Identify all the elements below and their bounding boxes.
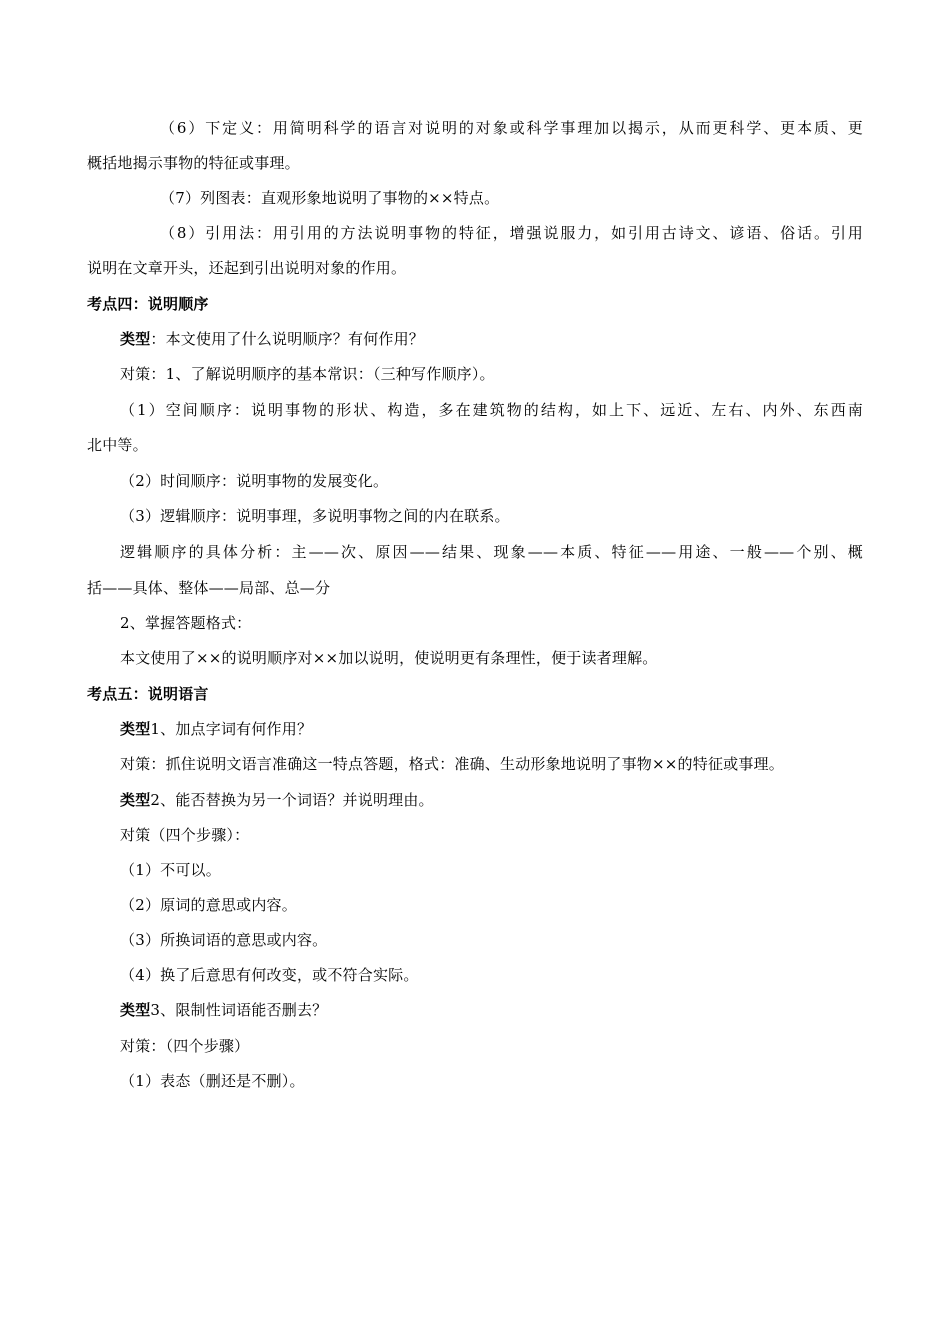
definition-line-1: （6）下定义：用简明科学的语言对说明的对象或科学事理加以揭示，从而更科学、更本质、更 xyxy=(160,119,863,137)
type2-step-1: （1）不可以。 xyxy=(120,861,221,879)
section5-type3-text: 3、限制性词语能否删去？ xyxy=(150,1001,328,1019)
type2-step-4: （4）换了后意思有何改变，或不符合实际。 xyxy=(120,966,419,984)
section4-heading: 考点四：说明顺序 xyxy=(87,295,209,313)
section5-type3-strategy: 对策：（四个步骤） xyxy=(120,1037,250,1055)
section5-heading: 考点五：说明语言 xyxy=(87,685,209,703)
section4-type-line xyxy=(120,329,863,349)
section5-type1-text: 1、加点字词有何作用？ xyxy=(150,720,313,738)
spatial-order-line-1: （1）空间顺序：说明事物的形状、构造，多在建筑物的结构，如上下、远近、左右、内外、东西南 xyxy=(120,401,863,419)
section5-type1-strategy: 对策：抓住说明文语言准确这一特点答题，格式：准确、生动形象地说明了事物××的特征或事理。 xyxy=(120,755,784,773)
section5-type2-text: 2、能否替换为另一个词语？并说明理由。 xyxy=(150,791,434,809)
section4-strategy-1: 对策：1、了解说明顺序的基本常识：（三种写作顺序）。 xyxy=(120,365,495,383)
section5-type3-label: 类型 xyxy=(120,1001,151,1019)
logical-order-line: （3）逻辑顺序：说明事理，多说明事物之间的内在联系。 xyxy=(120,507,510,525)
chart-method-line: （7）列图表：直观形象地说明了事物的××特点。 xyxy=(160,189,500,207)
section5-type2-strategy: 对策（四个步骤）： xyxy=(120,826,250,844)
quote-method-line-1: （8）引用法：用引用的方法说明事物的特征，增强说服力，如引用古诗文、谚语、俗话。引用 xyxy=(160,224,863,242)
type3-step-1: （1）表态（删还是不删）。 xyxy=(120,1072,305,1090)
spatial-order-line-2: 北中等。 xyxy=(87,436,148,454)
answer-format-line: 本文使用了××的说明顺序对××加以说明，使说明更有条理性，便于读者理解。 xyxy=(120,649,658,667)
section4-type-text: ：本文使用了什么说明顺序？有何作用？ xyxy=(150,330,425,348)
type2-step-2: （2）原词的意思或内容。 xyxy=(120,896,297,914)
logical-analysis-line-1: 逻辑顺序的具体分析：主——次、原因——结果、现象——本质、特征——用途、一般——个别、概 xyxy=(120,543,863,561)
temporal-order-line: （2）时间顺序：说明事物的发展变化。 xyxy=(120,472,389,490)
definition-line-2: 概括地揭示事物的特征或事理。 xyxy=(87,154,300,172)
section5-type1-label: 类型 xyxy=(120,720,151,738)
section5-type2-line xyxy=(120,790,863,810)
section5-type2-label: 类型 xyxy=(120,791,151,809)
section5-type1-line xyxy=(120,719,863,739)
section4-type-label: 类型 xyxy=(120,330,151,348)
quote-method-line-2: 说明在文章开头，还起到引出说明对象的作用。 xyxy=(87,259,407,277)
section4-strategy-2: 2、掌握答题格式： xyxy=(120,614,252,632)
section5-type3-line xyxy=(120,1000,863,1020)
type2-step-3: （3）所换词语的意思或内容。 xyxy=(120,931,328,949)
logical-analysis-line-2: 括——具体、整体——局部、总—分 xyxy=(87,579,331,597)
